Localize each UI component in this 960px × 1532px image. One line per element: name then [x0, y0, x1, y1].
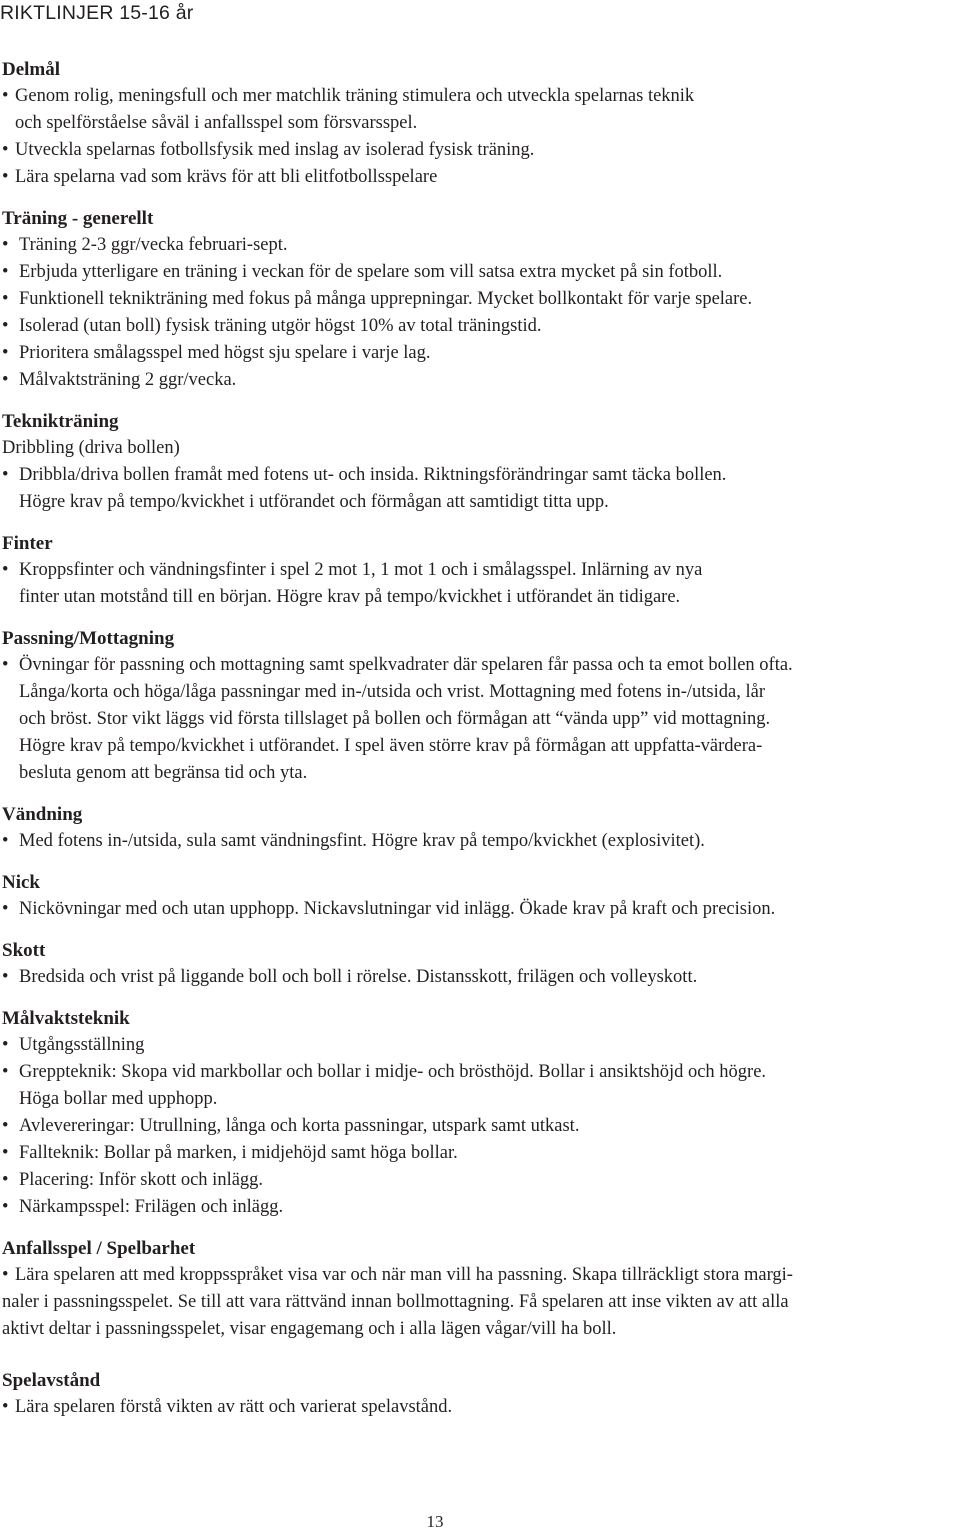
list-item: • Utgångsställning — [2, 1032, 958, 1059]
section-title: Vändning — [2, 804, 83, 825]
list-item: • Lära spelaren förstå vikten av rätt och varierat spelavstånd. — [2, 1394, 958, 1421]
list-item: • Med fotens in-/utsida, sula samt vändningsfint. Högre krav på tempo/kvickhet (explosivitet). — [2, 828, 958, 855]
list-item: • Dribbla/driva bollen framåt med fotens ut- och insida. Riktningsförändringar samt täcka bollen. Högre krav på tempo/kvickhet i utförandet och förmågan att samtidigt titta upp. — [2, 462, 958, 516]
list-item: • Kroppsfinter och vändningsfinter i spel 2 mot 1, 1 mot 1 och i smålagsspel. Inlärning av nya finter utan motstånd till en början. Högre krav på tempo/kvickhet i utförandet än tidigare. — [2, 557, 958, 611]
list-item: • Genom rolig, meningsfull och mer matchlik träning stimulera och utveckla spelarnas teknik och spelförståelse såväl i anfallsspel som försvarsspel. — [2, 83, 958, 137]
section-title: Finter — [2, 533, 53, 554]
bullet-list — [2, 557, 958, 611]
section-subtitle: Dribbling (driva bollen) — [2, 438, 180, 458]
section-nick — [2, 869, 958, 923]
list-item: • Träning 2-3 ggr/vecka februari-sept. — [2, 232, 958, 259]
bullet-list — [2, 964, 958, 991]
section-title: Delmål — [2, 59, 61, 80]
list-item: • Greppteknik: Skopa vid markbollar och bollar i midje- och brösthöjd. Bollar i ansiktshöjd och högre. Höga bollar med upphopp. — [2, 1059, 958, 1113]
section-title: Träning - generellt — [2, 208, 154, 229]
bullet-list — [2, 896, 958, 923]
list-item: • Prioritera smålagsspel med högst sju spelare i varje lag. — [2, 340, 958, 367]
section-malvaktsteknik — [2, 1005, 958, 1221]
list-item: • Avlevereringar: Utrullning, långa och korta passningar, utspark samt utkast. — [2, 1113, 958, 1140]
document-body — [2, 56, 958, 1421]
list-item: • Erbjuda ytterligare en träning i veckan för de spelare som vill satsa extra mycket på sin fotboll. — [2, 259, 958, 286]
paragraph: • Lära spelaren att med kroppsspråket visa var och när man vill ha passning. Skapa tillräckligt stora margi- naler i passningsspelet. Se till att vara rättvänd innan bollmottagning. Få spelaren att inse vikten av att alla aktivt deltar i passningsspelet, visar engagemang och i alla lägen vågar/vill ha boll. — [2, 1262, 958, 1343]
section-teknik — [2, 408, 958, 516]
list-item: • Lära spelarna vad som krävs för att bli elitfotbollsspelare — [2, 164, 958, 191]
list-item: • Närkampsspel: Frilägen och inlägg. — [2, 1194, 958, 1221]
list-item: • Övningar för passning och mottagning samt spelkvadrater där spelaren får passa och ta emot bollen ofta. Långa/korta och höga/låga passningar med in-/utsida och vrist. Mottagning med fotens in-/utsida, lår och bröst. Stor vikt läggs vid första tillslaget på bollen och förmågan att “vända upp” vid mottagning. Högre krav på tempo/kvickhet i utförandet. I spel även större krav på förmågan att uppfatta-värdera- besluta genom att begränsa tid och yta. — [2, 652, 958, 787]
section-title: Spelavstånd — [2, 1370, 101, 1391]
list-item: • Placering: Inför skott och inlägg. — [2, 1167, 958, 1194]
bullet-list — [2, 232, 958, 394]
section-title: Målvaktsteknik — [2, 1008, 130, 1029]
section-title: Teknikträning — [2, 411, 119, 432]
section-passning — [2, 625, 958, 787]
bullet-list — [2, 1032, 958, 1221]
section-skott — [2, 937, 958, 991]
bullet-list — [2, 1394, 958, 1421]
section-title: Passning/Mottagning — [2, 628, 175, 649]
section-title: Skott — [2, 940, 46, 961]
section-traning-generellt — [2, 205, 958, 394]
bullet-list — [2, 828, 958, 855]
bullet-list — [2, 652, 958, 787]
bullet-glyph: • — [2, 1265, 9, 1285]
section-finter — [2, 530, 958, 611]
section-vandning — [2, 801, 958, 855]
section-title: Nick — [2, 872, 40, 893]
page-number: 13 — [426, 1512, 444, 1531]
list-item: • Utveckla spelarnas fotbollsfysik med inslag av isolerad fysisk träning. — [2, 137, 958, 164]
list-item: • Funktionell teknikträning med fokus på många upprepningar. Mycket bollkontakt för varje spelare. — [2, 286, 958, 313]
page-header-title: RIKTLINJER 15-16 år — [0, 2, 194, 24]
list-item: • Bredsida och vrist på liggande boll och boll i rörelse. Distansskott, frilägen och volleyskott. — [2, 964, 958, 991]
section-anfallsspel — [2, 1235, 958, 1343]
bullet-list — [2, 462, 958, 516]
section-delmal — [2, 56, 958, 191]
list-item: • Nickövningar med och utan upphopp. Nickavslutningar vid inlägg. Ökade krav på kraft och precision. — [2, 896, 958, 923]
bullet-list — [2, 83, 958, 191]
list-item: • Fallteknik: Bollar på marken, i midjehöjd samt höga bollar. — [2, 1140, 958, 1167]
section-spelavstand — [2, 1367, 958, 1421]
list-item: • Målvaktsträning 2 ggr/vecka. — [2, 367, 958, 394]
list-item: • Isolerad (utan boll) fysisk träning utgör högst 10% av total träningstid. — [2, 313, 958, 340]
section-title: Anfallsspel / Spelbarhet — [2, 1238, 196, 1259]
